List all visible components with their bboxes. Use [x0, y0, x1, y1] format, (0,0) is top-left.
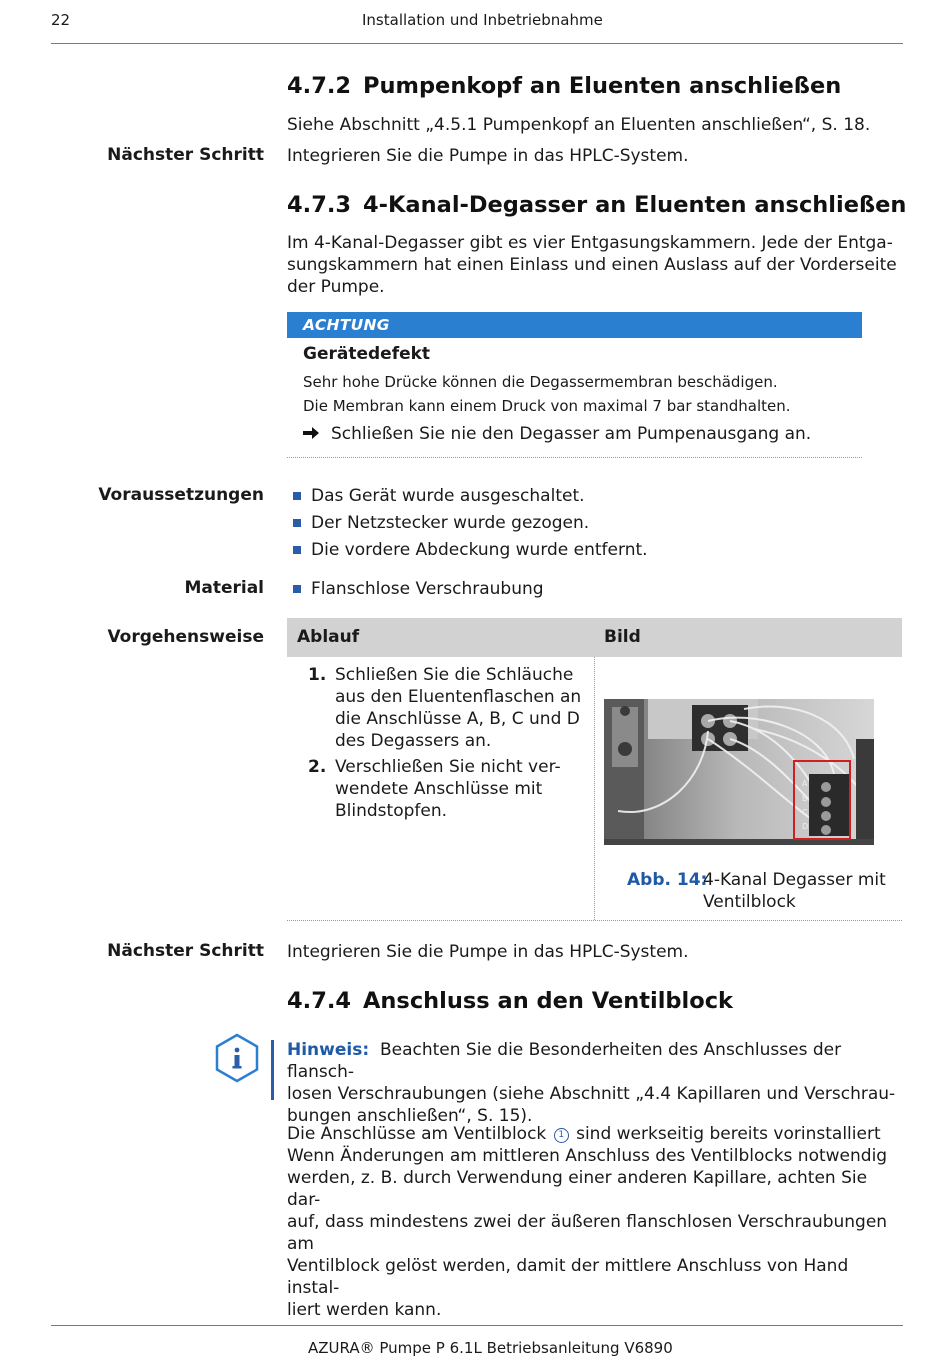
warning-bottom-rule: [287, 457, 862, 458]
section-heading-4-7-4: [287, 988, 733, 1014]
table-bottom-rule: [287, 920, 902, 921]
prerequisites-list: [292, 485, 648, 566]
next-step-label: Nächster Schritt: [107, 145, 264, 165]
list-item: Flanschlose Verschraubung: [292, 578, 544, 605]
callout-marker-icon: 1: [554, 1128, 569, 1143]
section-title: 4-Kanal-Degasser an Eluenten anschließen: [363, 192, 907, 218]
procedure-steps: [308, 664, 583, 826]
bullet-square-icon: [293, 546, 301, 554]
info-hexagon-icon: [214, 1033, 260, 1083]
photo-port-label: B: [802, 794, 808, 803]
hint-text: Hinweis: Beachten Sie die Besonderheiten des Anschlusses der flansch- losen Verschraubungen (siehe Abschnitt „4.4 Kapillaren und Verschrau- bungen anschließen“, S. 15).: [287, 1040, 896, 1126]
section-heading-4-7-3: [287, 192, 906, 218]
bullet-square-icon: [293, 585, 301, 593]
intro-line: sungskammern hat einen Einlass und einen Auslass auf der Vorderseite: [287, 255, 897, 275]
prerequisites-label: Voraussetzungen: [98, 485, 264, 505]
next-step-text: Integrieren Sie die Pumpe in das HPLC-System.: [287, 942, 689, 962]
table-column-divider: [594, 657, 595, 920]
procedure-step: 2. Verschließen Sie nicht ver- wendete Anschlüsse mit Blindstopfen.: [308, 757, 561, 821]
column-header-image: Bild: [604, 627, 641, 647]
warning-line: Die Membran kann einem Druck von maximal 7 bar standhalten.: [303, 397, 791, 415]
procedure-label: Vorgehensweise: [107, 627, 264, 647]
warning-title: Gerätedefekt: [303, 344, 431, 364]
valve-block-paragraph: Die Anschlüsse am Ventilblock 1 sind werkseitig bereits vorinstalliert Wenn Änderungen am mittleren Anschluss des Ventilblocks notwendig werden, z. B. durch Verwendung einer anderen Kapillare, achten Sie dar- auf, dass mindestens zwei der äußeren flanschlosen Verschraubungen am Ventilblock gelöst werden, damit der mittlere Anschluss von Hand instal- liert werden kann.: [287, 1124, 888, 1320]
procedure-step: 1. Schließen Sie die Schläuche aus den Eluentenflaschen an die Anschlüsse A, B, C und D des Degassers an.: [308, 665, 582, 751]
warning-action: [303, 424, 811, 444]
material-label: Material: [184, 578, 264, 598]
footer-rule: [51, 1325, 903, 1326]
section-number: 4.7.3: [287, 192, 352, 218]
intro-line: Im 4-Kanal-Degasser gibt es vier Entgasungskammern. Jede der Entga-: [287, 233, 893, 253]
page-number: 22: [51, 11, 71, 29]
caption-label: Abb. 14:: [627, 870, 708, 890]
arrow-right-icon: [303, 424, 323, 444]
section-text: Siehe Abschnitt „4.5.1 Pumpenkopf an Eluenten anschließen“, S. 18.: [287, 115, 871, 135]
photo-port-label: D: [802, 822, 809, 831]
degasser-photo: [604, 699, 874, 845]
section-title: Anschluss an den Ventilblock: [363, 988, 733, 1014]
material-list: [292, 578, 544, 605]
warning-header-bar: [287, 312, 862, 338]
procedure-table-header: [287, 618, 902, 657]
list-item: Das Gerät wurde ausgeschaltet.: [292, 485, 648, 512]
warning-label: ACHTUNG: [303, 316, 390, 334]
photo-port-label: C: [802, 808, 808, 817]
section-number: 4.7.4: [287, 988, 352, 1014]
warning-line: Sehr hohe Drücke können die Degassermembran beschädigen.: [303, 373, 778, 391]
bullet-square-icon: [293, 519, 301, 527]
section-title: Pumpenkopf an Eluenten anschließen: [363, 73, 842, 99]
running-title: Installation und Inbetriebnahme: [362, 11, 603, 29]
list-item: Der Netzstecker wurde gezogen.: [292, 512, 648, 539]
footer-text: AZURA® Pumpe P 6.1L Betriebsanleitung V6890: [308, 1339, 673, 1357]
hint-label: Hinweis:: [287, 1040, 370, 1060]
next-step-label: Nächster Schritt: [107, 941, 264, 961]
section-intro: [287, 232, 902, 298]
column-header-procedure: Ablauf: [297, 627, 360, 647]
list-item: Die vordere Abdeckung wurde entfernt.: [292, 539, 648, 566]
hint-vertical-bar: [271, 1040, 274, 1100]
step-number: 1.: [308, 665, 327, 685]
figure-caption: [627, 869, 897, 912]
step-number: 2.: [308, 757, 327, 777]
section-number: 4.7.2: [287, 73, 352, 99]
intro-line: der Pumpe.: [287, 277, 385, 297]
header-rule: [51, 43, 903, 44]
caption-text: 4-Kanal Degasser mit Ventilblock: [703, 870, 886, 912]
warning-action-text: Schließen Sie nie den Degasser am Pumpenausgang an.: [331, 424, 812, 444]
bullet-square-icon: [293, 492, 301, 500]
next-step-text: Integrieren Sie die Pumpe in das HPLC-System.: [287, 146, 689, 166]
section-heading-4-7-2: [287, 73, 841, 99]
warning-text: [303, 370, 791, 418]
photo-port-label: A: [802, 779, 808, 788]
